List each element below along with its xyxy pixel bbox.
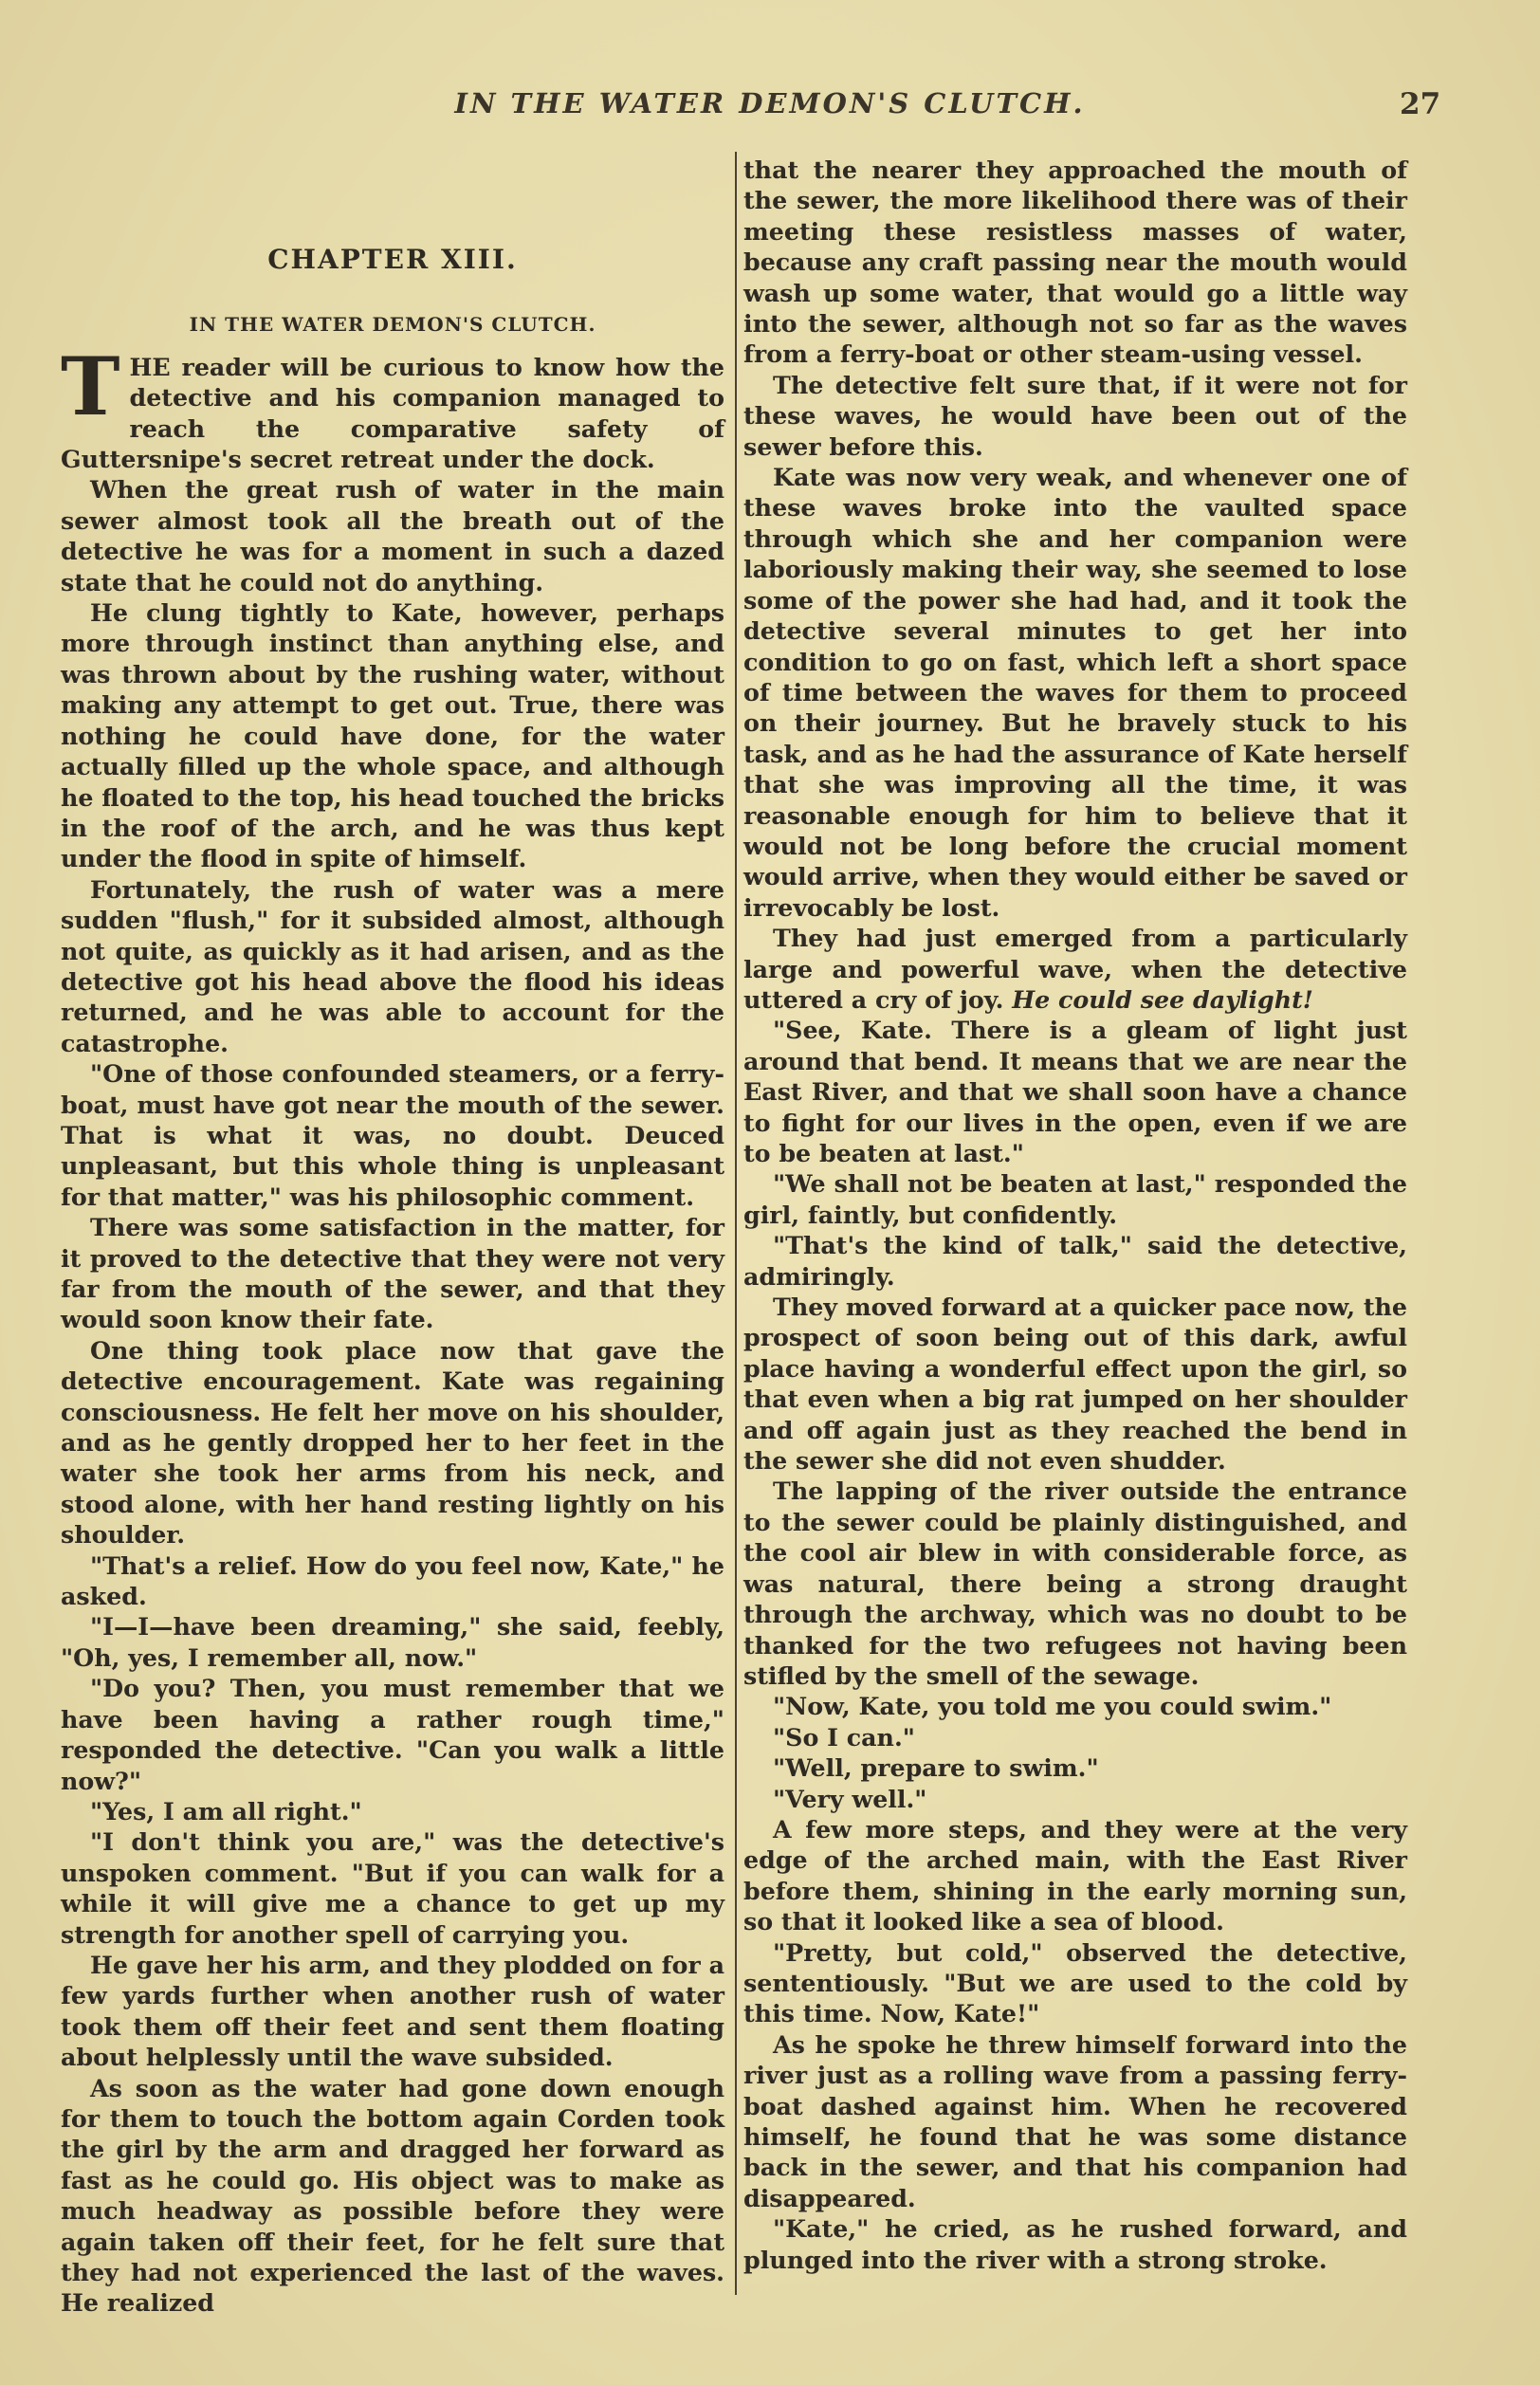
chapter-title: CHAPTER XIII. [267, 244, 518, 275]
paragraph: "Yes, I am all right." [90, 1796, 362, 1825]
left-column [61, 154, 724, 2319]
paragraph: "Well, prepare to swim." [773, 1753, 1099, 1783]
paragraph: "See, Kate. There is a gleam of light just around that bend. It means that we are near the East River, and that we shall soon have a chance to fight for our lives in the open, even if we are to be beaten at last." [743, 1016, 1407, 1167]
paragraph: "Now, Kate, you told me you could swim." [773, 1692, 1332, 1721]
drop-cap: T [61, 339, 120, 433]
paragraph: "Kate," he cried, as he rushed forward, and plunged into the river with a strong stroke. [743, 2214, 1407, 2274]
paragraph: "Very well." [773, 1784, 927, 1813]
paragraph: He gave her his arm, and they plodded on for a few yards further when another rush of water took them off their feet and sent them floating about helplessly until the wave subsided. [61, 1950, 724, 2072]
paragraph: "Do you? Then, you must remember that we have been having a rather rough time," responded the detective. "Can you walk a little now?" [61, 1674, 724, 1795]
running-head: IN THE WATER DEMON'S CLUTCH. [454, 87, 1086, 119]
paragraph: As soon as the water had gone down enough for them to touch the bottom again Corden took the girl by the arm and dragged her forward as fast as he could go. His object was to make as much headway as possible before they were again taken off their feet, for he felt sure that they had not experienced the last of the waves. He realized [61, 2073, 724, 2318]
paragraph: "We shall not be beaten at last," responded the girl, faintly, but confidently. [743, 1169, 1407, 1229]
paragraph: "I don't think you are," was the detective's unspoken comment. "But if you can walk for a while it will give me a chance to get up my strength for another spell of carrying you. [61, 1827, 724, 1949]
paragraph: The lapping of the river outside the entrance to the sewer could be plainly distinguished, and the cool air blew in with considerable force, as was natural, there being a strong draught through the archway, which was no doubt to be thanked for the two refugees not having been stifled by the smell of the sewage. [743, 1477, 1407, 1690]
paragraph: "One of those confounded steamers, or a ferry-boat, must have got near the mouth of the sewer. That is what it was, no doubt. Deuced unpleasant, but this whole thing is unpleasant for that matter," was his philosophic comment. [61, 1059, 724, 1211]
paragraph: A few more steps, and they were at the very edge of the arched main, with the East River before them, shining in the early morning sun, so that it looked like a sea of blood. [743, 1814, 1407, 1936]
paragraph: When the great rush of water in the main sewer almost took all the breath out of the detective he was for a moment in such a dazed state that he could not do anything. [61, 475, 724, 596]
chapter-subtitle: IN THE WATER DEMON'S CLUTCH. [189, 313, 596, 337]
paragraph: He clung tightly to Kate, however, perhaps more through instinct than anything else, and was thrown about by the rushing water, without making any attempt to get out. True, there was nothing he could have done, for the water actually filled up the whole space, and although he floated to the top, his head touched the bricks in the roof of the arch, and he was thus kept under the flood in spite of himself. [61, 598, 724, 873]
paragraph: Kate was now very weak, and whenever one of these waves broke into the vaulted space through which she and her companion were laboriously making their way, she seemed to lose some of the power she had had, and it took the detective several minutes to get her into condition to go on fast, which left a short space of time between the waves for them to proceed on their journey. But he bravely stuck to his task, and as he had the assurance of Kate herself that she was improving all the time, it was reasonable enough for him to believe that it would not be long before the crucial moment would arrive, when they would either be saved or irrevocably be lost. [743, 463, 1407, 922]
paragraph: "So I can." [773, 1722, 915, 1752]
paragraph: They moved forward at a quicker pace now, the prospect of soon being out of this dark, awful place having a wonderful effect upon the girl, so that even when a big rat jumped on her shoulder and off again just as they reached the bend in the sewer she did not even shudder. [743, 1293, 1407, 1476]
paragraph: Fortunately, the rush of water was a mere sudden "flush," for it subsided almost, although not quite, as quickly as it had arisen, and as the detective got his head above the flood his ideas returned, and he was able to account for the catastrophe. [61, 874, 724, 1057]
paragraph: "I—I—have been dreaming," she said, feebly, "Oh, yes, I remember all, now." [61, 1612, 724, 1672]
paragraph-text: They had just emerged from a particularly large and powerful wave, when the detective uttered a cry of joy. [743, 924, 1407, 1014]
paragraph: "Pretty, but cold," observed the detective, sententiously. "But we are used to the cold by this time. Now, Kate!" [743, 1937, 1407, 2028]
opening-text: HE reader will be curious to know how the detective and his companion managed to reach the comparative safety of Guttersnipe's secret retreat under the dock. [61, 352, 724, 474]
page-number: 27 [1400, 87, 1441, 121]
right-column [743, 155, 1407, 2275]
paragraph [743, 923, 1407, 1015]
column-divider [735, 152, 737, 2295]
paragraph: One thing took place now that gave the detective encouragement. Kate was regaining consciousness. He felt her move on his shoulder, and as he gently dropped her to her feet in the water she took her arms from his neck, and stood alone, with her hand resting lightly on his shoulder. [61, 1335, 724, 1550]
opening-paragraph [61, 339, 724, 475]
paragraph: The detective felt sure that, if it were not for these waves, he would have been out of the sewer before this. [743, 370, 1407, 461]
paragraph: "That's the kind of talk," said the detective, admiringly. [743, 1231, 1407, 1291]
paragraph-continuation: that the nearer they approached the mouth of the sewer, the more likelihood there was of their meeting these resistless masses of water, because any craft passing near the mouth would wash up some water, that would go a little way into the sewer, although not so far as the waves from a ferry-boat or other steam-using vessel. [743, 156, 1407, 369]
italic-text: He could see daylight! [1012, 984, 1313, 1014]
paragraph: There was some satisfaction in the matter, for it proved to the detective that they were not very far from the mouth of the sewer, and that they would soon know their fate. [61, 1213, 724, 1334]
paragraph: As he spoke he threw himself forward into the river just as a rolling wave from a passing ferry-boat dashed against him. When he recovered himself, he found that he was some distance back in the sewer, and that his companion had disappeared. [743, 2029, 1407, 2212]
paragraph: "That's a relief. How do you feel now, Kate," he asked. [61, 1550, 724, 1611]
